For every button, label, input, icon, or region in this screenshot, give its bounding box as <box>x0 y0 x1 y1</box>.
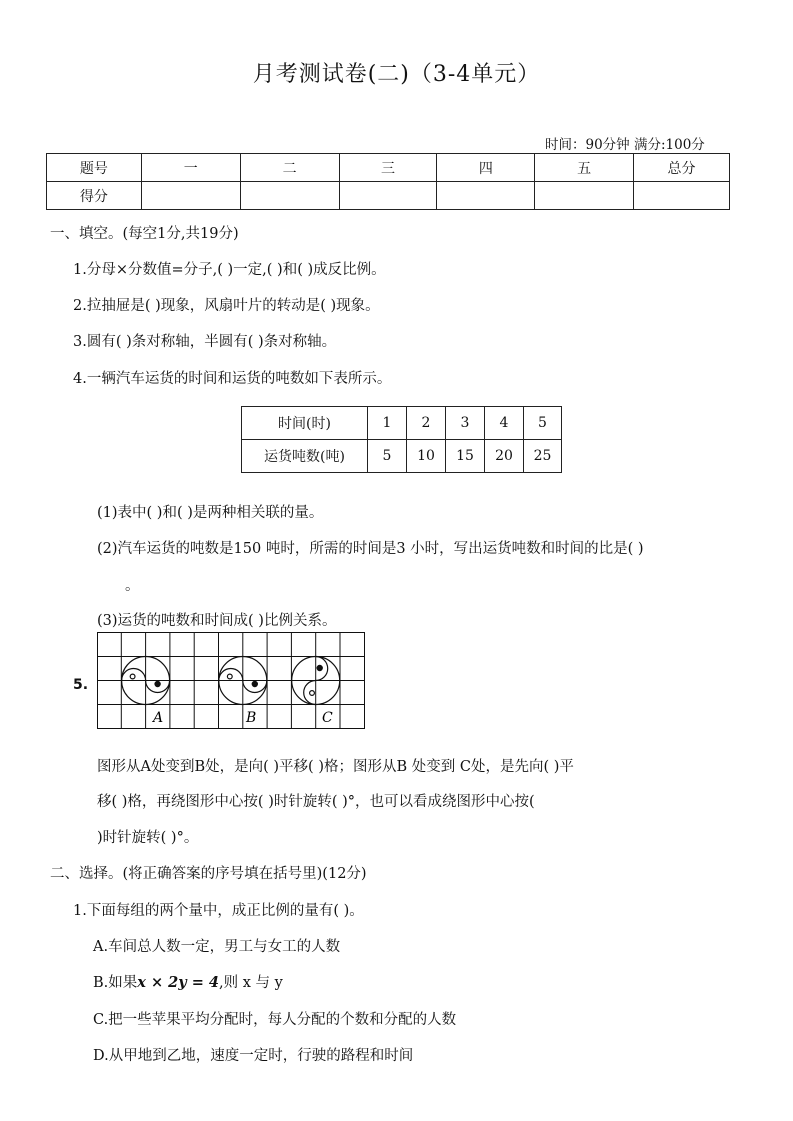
score-table-header-row <box>47 154 730 182</box>
section1-heading: 一、填空。(每空1分,共19分) <box>50 226 239 242</box>
score-cell[interactable] <box>634 182 730 210</box>
cargo-cell: 25 <box>524 440 562 473</box>
score-row-label: 得分 <box>47 182 142 210</box>
cargo-cell: 2 <box>407 407 446 440</box>
question-1: 1.分母×分数值=分子,( )一定,( )和( )成反比例。 <box>73 262 386 278</box>
question-4: 4.一辆汽车运货的时间和运货的吨数如下表所示。 <box>73 371 392 387</box>
cargo-cell: 10 <box>407 440 446 473</box>
question-4-2: (2)汽车运货的吨数是150 吨时，所需的时间是3 小时，写出运货吨数和时间的比是( ) <box>97 541 644 557</box>
score-cell[interactable] <box>240 182 339 210</box>
question-5-line-1: 图形从A处变到B处，是向( )平移( )格；图形从B 处变到 C处，是先向( )平 <box>97 759 574 775</box>
cargo-row-label: 时间(时) <box>242 407 368 440</box>
cargo-tons-row <box>242 440 562 473</box>
score-cell[interactable] <box>141 182 240 210</box>
cargo-cell: 20 <box>485 440 524 473</box>
option-c: C.把一些苹果平均分配时，每人分配的个数和分配的人数 <box>93 1012 457 1028</box>
option-b-math: x × 2y = 4 <box>137 974 220 991</box>
option-b-suffix: ,则 x 与 y <box>219 975 283 991</box>
score-header-cell: 四 <box>437 154 535 182</box>
score-header-cell: 五 <box>535 154 634 182</box>
section2-heading: 二、选择。(将正确答案的序号填在括号里)(12分) <box>50 866 367 882</box>
score-header-cell: 总分 <box>634 154 730 182</box>
rotation-grid-figure <box>97 632 367 730</box>
cargo-row-label: 运货吨数(吨) <box>242 440 368 473</box>
question-4-2-end: 。 <box>125 578 140 594</box>
score-cell[interactable] <box>437 182 535 210</box>
cargo-cell: 4 <box>485 407 524 440</box>
cargo-table <box>241 406 562 473</box>
question-5-line-3: )时针旋转( )°。 <box>97 830 199 846</box>
option-a: A.车间总人数一定，男工与女工的人数 <box>93 939 341 955</box>
question-4-1: (1)表中( )和( )是两种相关联的量。 <box>97 505 324 521</box>
score-table-score-row <box>47 182 730 210</box>
score-header-cell: 一 <box>141 154 240 182</box>
figure-label-c: C <box>322 710 333 726</box>
score-header-cell: 题号 <box>47 154 142 182</box>
cargo-cell: 5 <box>368 440 407 473</box>
score-cell[interactable] <box>535 182 634 210</box>
exam-meta: 时间：90分钟 满分:100分 <box>545 137 705 153</box>
choice-question-1: 1.下面每组的两个量中，成正比例的量有( )。 <box>73 903 364 919</box>
cargo-cell: 15 <box>446 440 485 473</box>
figure-label-b: B <box>246 710 257 726</box>
cargo-cell: 3 <box>446 407 485 440</box>
score-header-cell: 二 <box>240 154 339 182</box>
score-header-cell: 三 <box>339 154 437 182</box>
option-d: D.从甲地到乙地，速度一定时，行驶的路程和时间 <box>93 1048 414 1064</box>
question-4-3: (3)运货的吨数和时间成( )比例关系。 <box>97 613 337 629</box>
cargo-cell: 5 <box>524 407 562 440</box>
question-3: 3.圆有( )条对称轴，半圆有( )条对称轴。 <box>73 334 337 350</box>
question-2: 2.拉抽屉是( )现象，风扇叶片的转动是( )现象。 <box>73 298 380 314</box>
cargo-hours-row <box>242 407 562 440</box>
score-table <box>46 153 730 210</box>
option-b <box>93 971 283 992</box>
score-cell[interactable] <box>339 182 437 210</box>
question-5-line-2: 移( )格，再绕图形中心按( )时针旋转( )°，也可以看成绕图形中心按( <box>97 794 535 810</box>
figure-label-a: A <box>153 710 164 726</box>
option-b-prefix: B.如果 <box>93 975 138 991</box>
page-title: 月考测试卷(二)（3-4单元） <box>252 62 541 87</box>
question-5-number: 5. <box>73 677 89 693</box>
cargo-cell: 1 <box>368 407 407 440</box>
